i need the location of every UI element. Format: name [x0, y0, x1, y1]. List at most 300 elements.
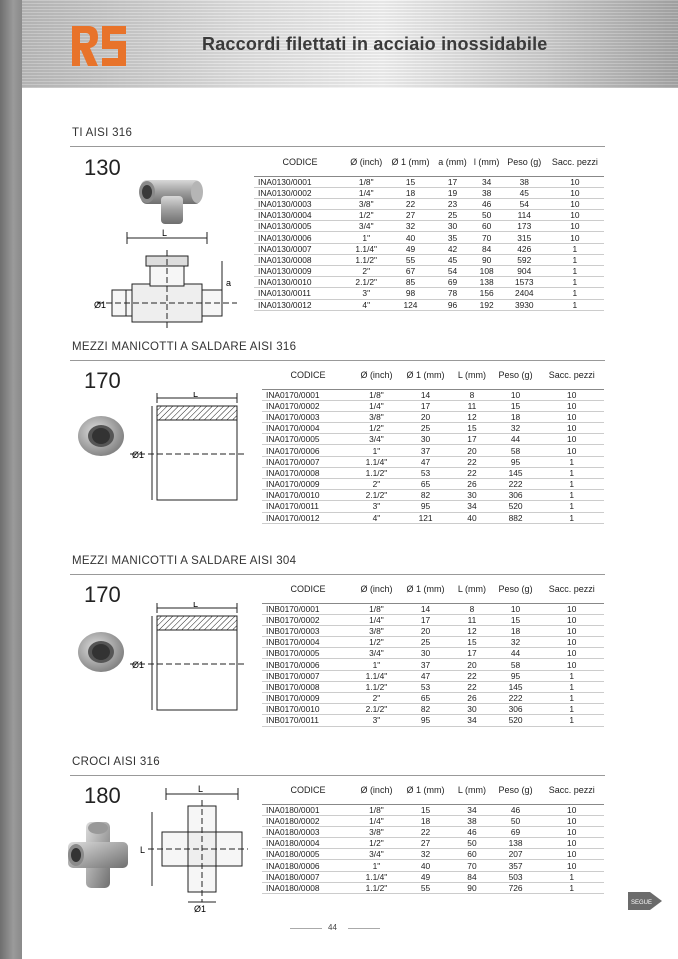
table-cell: INA0170/0007	[262, 456, 354, 467]
table-cell: 1.1/4"	[354, 871, 399, 882]
table-cell: INA0180/0001	[262, 804, 354, 815]
table-cell: 95	[399, 715, 452, 726]
table-cell: INA0170/0001	[262, 389, 354, 400]
table-cell: 1.1/2"	[354, 882, 399, 893]
table-cell: 84	[452, 871, 492, 882]
column-header: CODICE	[262, 777, 354, 804]
table-cell: 1	[539, 490, 604, 501]
table-cell: 25	[399, 423, 452, 434]
table-row	[254, 210, 604, 221]
table-row	[262, 882, 604, 893]
column-header: l (mm)	[471, 149, 503, 176]
table-cell: 10	[539, 849, 604, 860]
table-cell: 58	[492, 445, 540, 456]
product-table-croci	[262, 777, 604, 894]
tee-dimension-diagram	[92, 228, 242, 338]
table-cell: 10	[539, 648, 604, 659]
table-cell: 1/8"	[354, 804, 399, 815]
table-cell: 40	[452, 512, 492, 523]
table-cell: 11	[452, 614, 492, 625]
table-cell: 49	[399, 871, 452, 882]
table-cell: 1	[539, 512, 604, 523]
page-number: 44	[328, 923, 337, 932]
dim-label-l: L	[198, 784, 204, 794]
table-cell: 1"	[354, 659, 399, 670]
table-cell: 1	[539, 670, 604, 681]
column-header: Peso (g)	[503, 149, 546, 176]
table-cell: INA0130/0006	[254, 232, 346, 243]
table-cell: 1.1/2"	[354, 681, 399, 692]
table-cell: 1/4"	[354, 400, 399, 411]
column-header: Sacc. pezzi	[546, 149, 604, 176]
column-header: Ø (inch)	[346, 149, 386, 176]
table-cell: 10	[539, 614, 604, 625]
table-cell: 14	[399, 389, 452, 400]
table-cell: 95	[492, 456, 540, 467]
table-cell: 520	[492, 715, 540, 726]
table-cell: 18	[492, 411, 540, 422]
table-cell: 55	[399, 882, 452, 893]
table-cell: INA0170/0010	[262, 490, 354, 501]
table-row	[262, 838, 604, 849]
table-cell: 32	[492, 423, 540, 434]
section-number: 170	[84, 368, 121, 393]
table-cell: 27	[399, 838, 452, 849]
table-cell: 15	[386, 176, 434, 187]
table-cell: 22	[452, 681, 492, 692]
table-cell: 18	[399, 815, 452, 826]
table-cell: INA0130/0001	[254, 176, 346, 187]
table-cell: 26	[452, 693, 492, 704]
dim-label-l: L	[193, 602, 199, 609]
product-table-mezzi-316	[262, 362, 604, 524]
table-cell: 10	[539, 860, 604, 871]
table-cell: INA0170/0003	[262, 411, 354, 422]
table-cell: 98	[386, 288, 434, 299]
table-cell: 22	[386, 198, 434, 209]
tee-fitting-icon	[135, 172, 207, 228]
table-cell: INA0170/0005	[262, 434, 354, 445]
table-cell: 44	[492, 648, 540, 659]
table-cell: INA0130/0005	[254, 221, 346, 232]
table-row	[254, 221, 604, 232]
table-cell: 592	[503, 254, 546, 265]
table-cell: 20	[452, 659, 492, 670]
section-number: 170	[84, 582, 121, 607]
table-cell: 10	[539, 826, 604, 837]
table-cell: INA0130/0008	[254, 254, 346, 265]
table-cell: 1.1/4"	[354, 456, 399, 467]
table-row	[262, 411, 604, 422]
table-cell: 145	[492, 681, 540, 692]
column-header: CODICE	[262, 362, 354, 389]
table-cell: INB0170/0003	[262, 625, 354, 636]
table-cell: 55	[386, 254, 434, 265]
table-cell: INA0180/0003	[262, 826, 354, 837]
table-cell: 69	[492, 826, 540, 837]
table-cell: 503	[492, 871, 540, 882]
table-cell: 1/4"	[354, 815, 399, 826]
table-cell: 17	[435, 176, 471, 187]
table-cell: 10	[539, 445, 604, 456]
table-cell: 10	[492, 603, 540, 614]
table-cell: 1	[539, 704, 604, 715]
table-cell: 2"	[346, 266, 386, 277]
table-cell: 10	[539, 434, 604, 445]
table-cell: 3930	[503, 299, 546, 310]
table-cell: INB0170/0009	[262, 693, 354, 704]
table-cell: 22	[399, 826, 452, 837]
page-header	[22, 0, 678, 88]
table-cell: 37	[399, 445, 452, 456]
table-cell: 3/8"	[354, 826, 399, 837]
table-cell: 1	[539, 693, 604, 704]
table-cell: 2"	[354, 693, 399, 704]
continue-arrow-icon	[628, 890, 662, 912]
table-cell: 34	[471, 176, 503, 187]
table-cell: 1/2"	[354, 637, 399, 648]
table-cell: 82	[399, 490, 452, 501]
column-header: a (mm)	[435, 149, 471, 176]
table-cell: INA0170/0011	[262, 501, 354, 512]
table-cell: 904	[503, 266, 546, 277]
table-cell: 315	[503, 232, 546, 243]
table-cell: 1	[539, 467, 604, 478]
table-cell: 1.1/4"	[346, 243, 386, 254]
table-cell: INA0180/0008	[262, 882, 354, 893]
table-cell: 47	[399, 670, 452, 681]
cross-dimension-diagram	[138, 784, 248, 914]
table-cell: 1	[539, 882, 604, 893]
table-cell: 15	[492, 614, 540, 625]
table-cell: 40	[399, 860, 452, 871]
table-cell: 30	[399, 434, 452, 445]
table-cell: 3"	[354, 715, 399, 726]
table-cell: 1/8"	[346, 176, 386, 187]
table-cell: INB0170/0008	[262, 681, 354, 692]
table-cell: 10	[539, 838, 604, 849]
column-header: L (mm)	[452, 777, 492, 804]
dim-label-l-vertical: L	[140, 845, 146, 855]
table-cell: 46	[452, 826, 492, 837]
table-cell: 95	[492, 670, 540, 681]
table-row	[262, 648, 604, 659]
table-row	[262, 389, 604, 400]
table-cell: 42	[435, 243, 471, 254]
table-row	[262, 871, 604, 882]
side-bar	[0, 0, 22, 959]
table-row	[262, 512, 604, 523]
table-cell: 1	[546, 254, 604, 265]
table-row	[254, 187, 604, 198]
table-cell: 10	[546, 176, 604, 187]
dim-label-a: a	[226, 278, 232, 288]
column-header: Ø 1 (mm)	[386, 149, 434, 176]
table-cell: 306	[492, 490, 540, 501]
table-cell: 30	[452, 704, 492, 715]
column-header: Ø 1 (mm)	[399, 576, 452, 603]
table-cell: 1/2"	[346, 210, 386, 221]
footer-line-right	[348, 928, 380, 929]
table-cell: 50	[471, 210, 503, 221]
table-row	[254, 266, 604, 277]
table-cell: 46	[492, 804, 540, 815]
table-cell: 10	[539, 603, 604, 614]
table-cell: 38	[471, 187, 503, 198]
table-cell: 1/2"	[354, 838, 399, 849]
column-header: Ø 1 (mm)	[399, 362, 452, 389]
table-cell: 12	[452, 625, 492, 636]
table-row	[262, 490, 604, 501]
table-cell: 15	[492, 400, 540, 411]
table-cell: 60	[452, 849, 492, 860]
page-title: Raccordi filettati in acciaio inossidabile	[202, 34, 548, 54]
table-cell: 222	[492, 479, 540, 490]
table-cell: 25	[435, 210, 471, 221]
table-row	[262, 637, 604, 648]
cross-fitting-icon	[66, 818, 130, 892]
table-cell: 14	[399, 603, 452, 614]
dim-label-l: L	[193, 392, 199, 399]
continue-label: SEGUE	[631, 900, 653, 906]
table-row	[254, 254, 604, 265]
table-cell: 95	[399, 501, 452, 512]
column-header: Sacc. pezzi	[539, 362, 604, 389]
table-cell: 10	[539, 659, 604, 670]
table-cell: 22	[452, 670, 492, 681]
table-row	[262, 625, 604, 636]
table-cell: 114	[503, 210, 546, 221]
table-cell: INA0130/0011	[254, 288, 346, 299]
column-header: Ø (inch)	[354, 362, 399, 389]
table-cell: INA0130/0012	[254, 299, 346, 310]
section-divider	[70, 775, 605, 776]
table-row	[254, 288, 604, 299]
table-cell: 1	[539, 681, 604, 692]
table-row	[262, 423, 604, 434]
table-cell: 173	[503, 221, 546, 232]
table-cell: 1/2"	[354, 423, 399, 434]
table-cell: 44	[492, 434, 540, 445]
table-cell: 22	[452, 467, 492, 478]
table-cell: 50	[492, 815, 540, 826]
table-cell: INA0130/0010	[254, 277, 346, 288]
table-cell: 3/4"	[354, 849, 399, 860]
table-cell: 15	[399, 804, 452, 815]
table-cell: 20	[399, 625, 452, 636]
table-cell: 3"	[354, 501, 399, 512]
table-row	[262, 400, 604, 411]
table-cell: 1.1/2"	[346, 254, 386, 265]
table-cell: INB0170/0006	[262, 659, 354, 670]
table-cell: 67	[386, 266, 434, 277]
table-cell: 69	[435, 277, 471, 288]
table-cell: INA0180/0005	[262, 849, 354, 860]
table-cell: 32	[492, 637, 540, 648]
table-cell: 156	[471, 288, 503, 299]
table-cell: 4"	[346, 299, 386, 310]
table-cell: 54	[435, 266, 471, 277]
table-cell: 357	[492, 860, 540, 871]
table-cell: 3/8"	[354, 411, 399, 422]
table-cell: 1/8"	[354, 389, 399, 400]
table-cell: 3/4"	[346, 221, 386, 232]
table-cell: 3/4"	[354, 434, 399, 445]
table-cell: 108	[471, 266, 503, 277]
table-row	[262, 467, 604, 478]
column-header: L (mm)	[452, 362, 492, 389]
table-cell: INA0180/0006	[262, 860, 354, 871]
table-cell: 15	[452, 637, 492, 648]
table-cell: 1/8"	[354, 603, 399, 614]
table-cell: INB0170/0002	[262, 614, 354, 625]
dim-label-d1: Ø1	[194, 904, 207, 914]
table-row	[262, 704, 604, 715]
table-cell: 1	[546, 288, 604, 299]
table-cell: 34	[452, 715, 492, 726]
table-cell: 34	[452, 804, 492, 815]
table-row	[254, 243, 604, 254]
table-cell: 58	[492, 659, 540, 670]
table-cell: 2404	[503, 288, 546, 299]
section-divider	[70, 360, 605, 361]
table-cell: 23	[435, 198, 471, 209]
column-header: Peso (g)	[492, 362, 540, 389]
table-cell: 1	[539, 501, 604, 512]
table-cell: 1/4"	[354, 614, 399, 625]
table-cell: 2.1/2"	[354, 490, 399, 501]
table-cell: 222	[492, 693, 540, 704]
table-cell: INA0170/0009	[262, 479, 354, 490]
table-cell: 1573	[503, 277, 546, 288]
table-row	[262, 826, 604, 837]
table-cell: 30	[435, 221, 471, 232]
table-cell: 32	[399, 849, 452, 860]
table-cell: INA0130/0009	[254, 266, 346, 277]
table-cell: 3/8"	[346, 198, 386, 209]
table-row	[254, 232, 604, 243]
table-cell: 207	[492, 849, 540, 860]
table-cell: 1.1/4"	[354, 670, 399, 681]
table-cell: 882	[492, 512, 540, 523]
table-cell: 10	[546, 187, 604, 198]
table-cell: 10	[539, 804, 604, 815]
table-cell: 192	[471, 299, 503, 310]
table-cell: 145	[492, 467, 540, 478]
table-cell: 10	[539, 625, 604, 636]
table-cell: 49	[386, 243, 434, 254]
section-title-mezzi-304: MEZZI MANICOTTI A SALDARE AISI 304	[72, 555, 297, 567]
table-row	[262, 659, 604, 670]
table-row	[262, 681, 604, 692]
dim-label-d1: Ø1	[132, 660, 145, 670]
table-cell: 30	[399, 648, 452, 659]
table-cell: 70	[471, 232, 503, 243]
table-cell: 65	[399, 479, 452, 490]
dim-label-d1: Ø1	[132, 450, 145, 460]
column-header: Peso (g)	[492, 777, 540, 804]
table-row	[262, 614, 604, 625]
table-cell: 1"	[354, 445, 399, 456]
column-header: Sacc. pezzi	[539, 777, 604, 804]
table-cell: 65	[399, 693, 452, 704]
table-cell: INA0170/0004	[262, 423, 354, 434]
table-cell: 17	[452, 648, 492, 659]
table-cell: INA0170/0008	[262, 467, 354, 478]
table-cell: 18	[386, 187, 434, 198]
table-cell: 20	[452, 445, 492, 456]
table-cell: INB0170/0005	[262, 648, 354, 659]
section-title-mezzi-316: MEZZI MANICOTTI A SALDARE AISI 316	[72, 341, 297, 353]
table-cell: 20	[399, 411, 452, 422]
table-cell: 1	[539, 479, 604, 490]
table-cell: 70	[452, 860, 492, 871]
table-cell: 10	[539, 423, 604, 434]
dim-label-d1: Ø1	[94, 300, 107, 310]
product-table-mezzi-304	[262, 576, 604, 727]
table-cell: 1	[539, 715, 604, 726]
table-cell: 45	[435, 254, 471, 265]
table-cell: 1	[546, 277, 604, 288]
table-cell: 17	[399, 400, 452, 411]
table-cell: 1/4"	[346, 187, 386, 198]
table-cell: INA0180/0004	[262, 838, 354, 849]
table-cell: 1.1/2"	[354, 467, 399, 478]
section-number: 180	[84, 783, 121, 808]
table-cell: 10	[539, 411, 604, 422]
table-cell: 54	[503, 198, 546, 209]
table-row	[262, 670, 604, 681]
table-cell: 121	[399, 512, 452, 523]
table-cell: 11	[452, 400, 492, 411]
table-cell: 1"	[354, 860, 399, 871]
table-cell: 78	[435, 288, 471, 299]
table-cell: 53	[399, 681, 452, 692]
table-cell: 60	[471, 221, 503, 232]
table-cell: 85	[386, 277, 434, 288]
table-cell: 1	[546, 243, 604, 254]
table-cell: 47	[399, 456, 452, 467]
table-row	[262, 849, 604, 860]
table-cell: 520	[492, 501, 540, 512]
table-row	[262, 479, 604, 490]
table-cell: INB0170/0007	[262, 670, 354, 681]
table-cell: 3/8"	[354, 625, 399, 636]
table-cell: INA0180/0007	[262, 871, 354, 882]
table-cell: 2.1/2"	[354, 704, 399, 715]
table-cell: 82	[399, 704, 452, 715]
table-cell: INA0130/0007	[254, 243, 346, 254]
table-row	[262, 501, 604, 512]
table-cell: 3"	[346, 288, 386, 299]
half-coupling-diagram	[130, 602, 246, 714]
table-cell: 45	[503, 187, 546, 198]
table-cell: 22	[452, 456, 492, 467]
table-cell: 10	[546, 221, 604, 232]
table-row	[262, 815, 604, 826]
column-header: L (mm)	[452, 576, 492, 603]
table-cell: 10	[539, 400, 604, 411]
table-cell: 1"	[346, 232, 386, 243]
table-row	[254, 277, 604, 288]
table-cell: 90	[471, 254, 503, 265]
table-cell: 306	[492, 704, 540, 715]
table-cell: 15	[452, 423, 492, 434]
table-cell: 84	[471, 243, 503, 254]
table-cell: 1	[539, 456, 604, 467]
table-cell: INA0170/0012	[262, 512, 354, 523]
table-row	[262, 456, 604, 467]
